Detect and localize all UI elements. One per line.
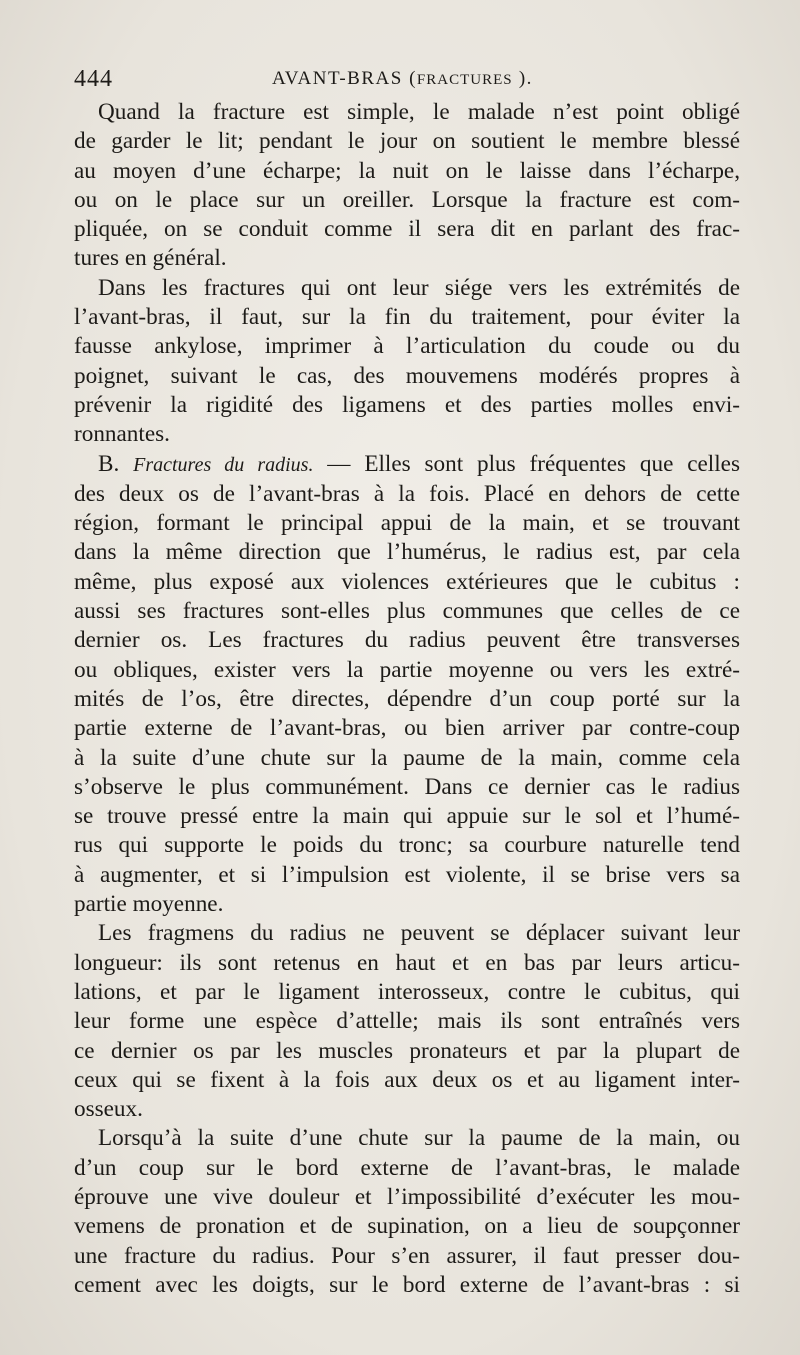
text-line: rus qui supporte le poids du tronc; sa courbure naturelle tend <box>74 832 740 859</box>
section-heading-line <box>74 450 740 480</box>
text-line: longueur: ils sont retenus en haut et en bas par leurs articu- <box>74 949 740 976</box>
text-line: une fracture du radius. Pour s’en assurer, il faut presser dou- <box>74 1242 740 1269</box>
text-line: cement avec les doigts, sur le bord externe de l’avant-bras : si <box>74 1271 740 1298</box>
text-line: dernier os. Les fractures du radius peuvent être transverses <box>74 627 740 654</box>
text-line: osseux. <box>74 1096 143 1123</box>
text-line: Quand la fracture est simple, le malade n’est point obligé <box>98 99 740 125</box>
body-text <box>74 98 740 1300</box>
page-number: 444 <box>74 66 113 92</box>
text-line: dans la même direction que l’humérus, le radius est, par cela <box>74 539 740 566</box>
text-line: d’un coup sur le bord externe de l’avant-bras, le malade <box>74 1154 740 1181</box>
text-line: partie externe de l’avant-bras, ou bien arriver par contre-coup <box>74 715 740 742</box>
text-line: ou on le place sur un oreiller. Lorsque la fracture est com- <box>74 186 740 213</box>
text-line: vemens de pronation et de supination, on a lieu de soupçonner <box>74 1213 740 1240</box>
text-line: même, plus exposé aux violences extérieures que le cubitus : <box>74 568 740 595</box>
text-line: des deux os de l’avant-bras à la fois. Placé en dehors de cette <box>74 480 740 507</box>
text-line: partie moyenne. <box>74 891 224 918</box>
running-head-subtitle: FRACTURES <box>416 72 513 88</box>
running-head-title: AVANT-BRAS <box>272 68 403 89</box>
text-line: à augmenter, et si l’impulsion est violente, il se brise vers sa <box>74 861 740 888</box>
text-line: ronnantes. <box>74 421 170 448</box>
text-line: prévenir la rigidité des ligamens et des parties molles envi- <box>74 391 740 418</box>
running-head-paren-close: ). <box>512 68 533 89</box>
text-line: Les fragmens du radius ne peuvent se déplacer suivant leur <box>98 920 740 947</box>
text-line: Lorsqu’à la suite d’une chute sur la paume de la main, ou <box>98 1125 740 1152</box>
text-line: se trouve pressé entre la main qui appuie sur le sol et l’humé- <box>74 803 740 830</box>
text-line: région, formant le principal appui de la main, et se trouvant <box>74 510 740 537</box>
text-line: à la suite d’une chute sur la paume de la main, comme cela <box>74 744 740 771</box>
text-line: poignet, suivant le cas, des mouvemens modérés propres à <box>74 362 740 389</box>
text-line: leur forme une espèce d’attelle; mais ils sont entraînés vers <box>74 1008 740 1035</box>
text-line: aussi ses fractures sont-elles plus communes que celles de ce <box>74 598 740 625</box>
text-line-rest: — Elles sont plus fréquentes que celles <box>313 450 741 477</box>
text-line: fausse ankylose, imprimer à l’articulation du coude ou du <box>74 333 740 360</box>
section-title: Fractures du radius. <box>133 453 314 476</box>
text-line: mités de l’os, être directes, dépendre d’un coup porté sur la <box>74 685 740 712</box>
text-line: pliquée, on se conduit comme il sera dit en parlant des frac- <box>74 216 740 243</box>
section-letter: B. <box>98 450 134 477</box>
running-head <box>272 68 533 90</box>
page-header <box>74 66 740 98</box>
text-line: ceux qui se fixent à la fois aux deux os et au ligament inter- <box>74 1066 740 1093</box>
text-line: ou obliques, exister vers la partie moyenne ou vers les extré- <box>74 656 740 683</box>
running-head-paren-open: ( <box>402 68 417 89</box>
text-line: au moyen d’une écharpe; la nuit on le laisse dans l’écharpe, <box>74 157 740 184</box>
text-line: ce dernier os par les muscles pronateurs et par la plupart de <box>74 1037 740 1064</box>
text-line: s’observe le plus communément. Dans ce dernier cas le radius <box>74 773 740 800</box>
text-line: Dans les fractures qui ont leur siége vers les extrémités de <box>98 274 740 301</box>
text-line: lations, et par le ligament interosseux, contre le cubitus, qui <box>74 978 740 1005</box>
text-line: tures en général. <box>74 245 227 272</box>
text-line: l’avant-bras, il faut, sur la fin du traitement, pour éviter la <box>74 304 740 331</box>
text-line: éprouve une vive douleur et l’impossibilité d’exécuter les mou- <box>74 1183 740 1210</box>
text-line: de garder le lit; pendant le jour on soutient le membre blessé <box>74 128 740 155</box>
